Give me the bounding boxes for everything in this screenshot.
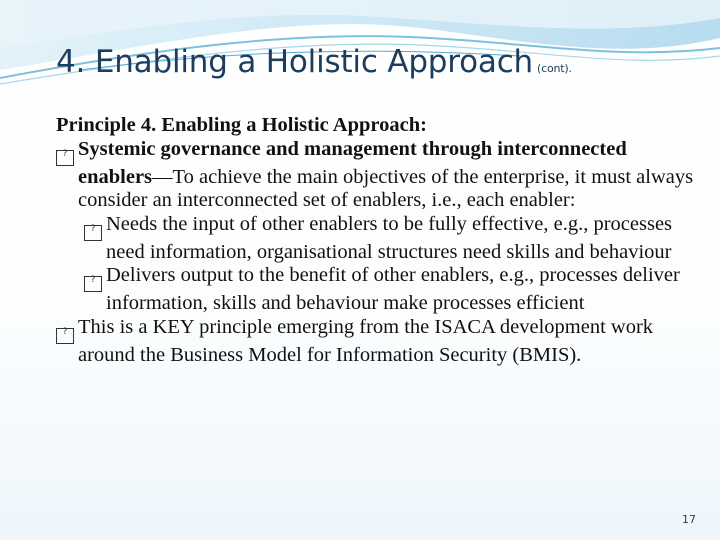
bullet-point-1	[62, 137, 696, 213]
point1-text: —To achieve the main objectives of the enterprise, it must always consider an interconnected set of enablers, i.e., each enabler:	[78, 165, 694, 211]
missing-glyph-bullet-icon: ?	[84, 225, 102, 241]
missing-glyph-bullet-icon: ?	[56, 150, 74, 166]
sub1-text: Needs the input of other enablers to be fully effective, e.g., processes need information, organisational structures need skills and behaviour	[106, 212, 673, 263]
slide-body	[56, 114, 696, 367]
sub-bullet-1	[90, 212, 696, 265]
principle-heading: Principle 4. Enabling a Holistic Approach:	[56, 114, 427, 136]
page-number: 17	[682, 513, 696, 526]
missing-glyph-bullet-icon: ?	[56, 328, 74, 344]
slide-title	[56, 44, 572, 80]
point1-bold-text: Systemic governance and management through interconnected enablers	[78, 137, 627, 188]
missing-glyph-bullet-icon: ?	[84, 276, 102, 292]
slide-title-suffix: (cont).	[537, 62, 572, 75]
point2-text: This is a KEY principle emerging from the ISACA development work around the Business Model for Information Security (BMIS).	[78, 315, 654, 366]
sub2-text: Delivers output to the benefit of other enablers, e.g., processes deliver information, skills and behaviour make processes efficient	[106, 264, 680, 314]
bullet-point-2	[62, 315, 696, 368]
sub-bullet-2	[90, 264, 696, 316]
slide-title-text: 4. Enabling a Holistic Approach	[56, 44, 533, 80]
